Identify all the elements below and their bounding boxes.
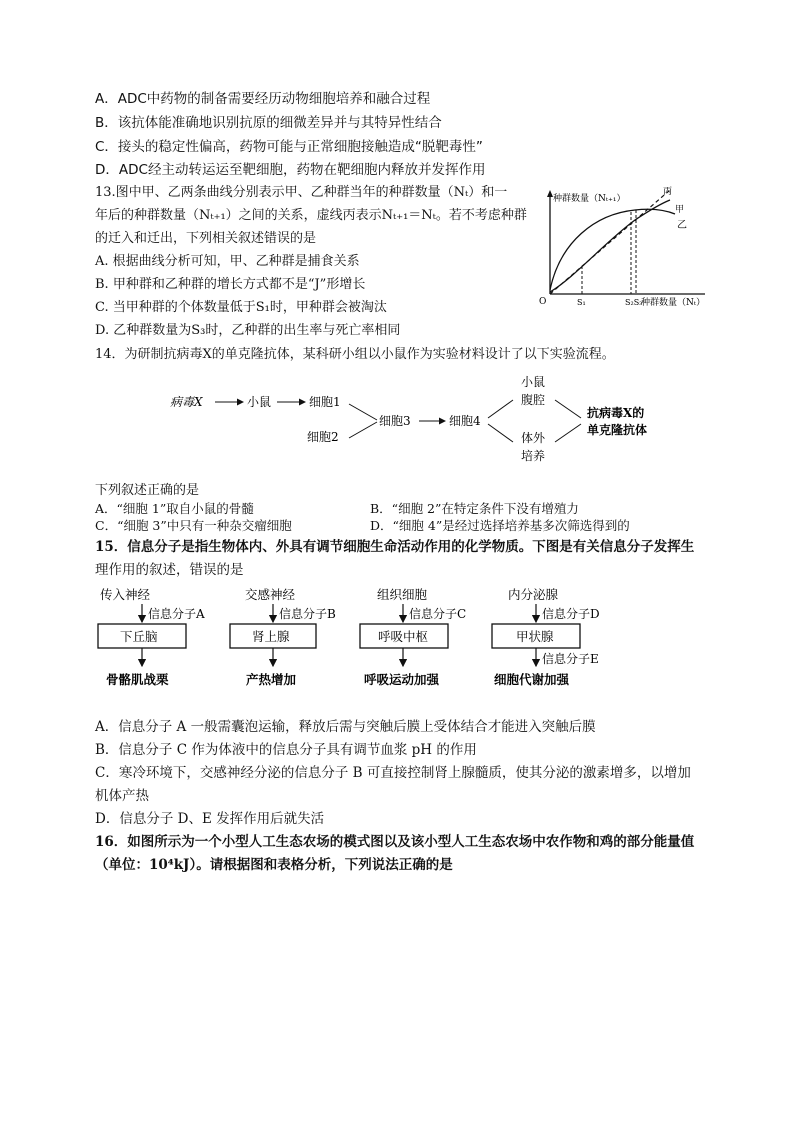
- flow-split-top: [488, 400, 513, 418]
- q13-option-d: D. 乙种群数量为S₃时，乙种群的出生率与死亡率相同: [95, 323, 401, 338]
- flow-merge-top: [349, 404, 377, 420]
- flow-join-bottom: [555, 424, 581, 442]
- q12-option-d: D．ADC经主动转运运至靶细胞，药物在靶细胞内释放并发挥作用: [95, 162, 486, 178]
- source-b: 交感神经: [245, 587, 296, 602]
- flow-result-1: 抗病毒X的: [587, 406, 645, 420]
- signal-b: 信息分子B: [279, 607, 336, 621]
- q14-option-a: A．“细胞 1”取自小鼠的骨髓: [95, 501, 254, 516]
- flow-cell1: 细胞1: [309, 395, 341, 409]
- q15-option-b: B．信息分子 C 作为体液中的信息分子具有调节血浆 pH 的作用: [95, 742, 477, 758]
- flow-split-bottom: [488, 424, 513, 442]
- effect-c: 呼吸运动加强: [364, 672, 440, 687]
- signal-a: 信息分子A: [148, 607, 205, 621]
- flow-virus: 病毒X: [170, 395, 203, 409]
- signal-e: 信息分子E: [542, 652, 599, 666]
- q15-option-a: A．信息分子 A 一般需囊泡运输，释放后需与突触后膜上受体结合才能进入突触后膜: [95, 719, 596, 735]
- q16-stem-line2: （单位：10⁴kJ）。请根据图和表格分析，下列说法正确的是: [95, 857, 453, 873]
- q14-prompt: 下列叙述正确的是: [95, 483, 200, 498]
- x-axis-label: 种群数量（Nₜ）: [641, 298, 706, 308]
- q15-option-d: D．信息分子 D、E 发挥作用后就失活: [95, 811, 325, 827]
- source-c: 组织细胞: [377, 587, 428, 602]
- curve-yi: [550, 200, 670, 292]
- flow-cell3: 细胞3: [379, 414, 411, 428]
- effect-d: 细胞代谢加强: [494, 672, 570, 687]
- flow-cell2: 细胞2: [307, 430, 339, 444]
- flow-mouse-cavity-1: 小鼠: [521, 375, 546, 389]
- q13-population-graph: [535, 182, 715, 310]
- q14-option-d: D．“细胞 4”是经过选择培养基多次筛选得到的: [370, 518, 630, 533]
- organ-c: 呼吸中枢: [378, 629, 429, 644]
- source-a: 传入神经: [100, 587, 151, 602]
- q14-flow-diagram: [165, 370, 685, 480]
- flow-merge-bottom: [349, 422, 377, 438]
- q15-option-c-line1: C．寒冷环境下，交感神经分泌的信息分子 B 可直接控制肾上腺髓质，使其分泌的激素增多，以增加: [95, 765, 691, 781]
- flow-mouse: 小鼠: [247, 395, 272, 409]
- q14-stem: 14．为研制抗病毒X的单克隆抗体，某科研小组以小鼠作为实验材料设计了以下实验流程。: [95, 347, 615, 362]
- organ-b: 肾上腺: [252, 629, 290, 644]
- q13-stem-line1: 13.图中甲、乙两条曲线分别表示甲、乙种群当年的种群数量（Nₜ）和一: [95, 185, 508, 200]
- flow-in-vitro-2: 培养: [521, 449, 546, 463]
- q13-option-c: C. 当甲种群的个体数量低于S₁时，甲种群会被淘汰: [95, 300, 387, 315]
- organ-a: 下丘脑: [120, 629, 158, 644]
- label-jia: 甲: [675, 205, 685, 215]
- s1-label: S₁: [577, 298, 586, 307]
- q13-stem-line3: 的迁入和迁出，下列相关叙述错误的是: [95, 231, 317, 246]
- q14-option-b: B．“细胞 2”在特定条件下没有增殖力: [370, 501, 579, 516]
- flow-mouse-cavity-2: 腹腔: [521, 393, 546, 407]
- q15-signal-diagram: [90, 584, 650, 694]
- label-bing: 丙: [663, 187, 673, 197]
- q12-option-b: B．该抗体能准确地识别抗原的细微差异并与其特异性结合: [95, 115, 442, 131]
- label-yi: 乙: [677, 220, 687, 231]
- flow-in-vitro-1: 体外: [521, 431, 546, 445]
- signal-d: 信息分子D: [542, 607, 600, 621]
- flow-join-top: [555, 400, 581, 418]
- flow-result-2: 单克隆抗体: [587, 423, 648, 437]
- q13-stem-line2: 年后的种群数量（Nₜ₊₁）之间的关系，虚线丙表示Nₜ₊₁＝Nₜ。若不考虑种群: [95, 208, 527, 223]
- effect-b: 产热增加: [246, 672, 297, 687]
- q12-option-a: A．ADC中药物的制备需要经历动物细胞培养和融合过程: [95, 91, 431, 107]
- s2s3-label: S₂S₃: [625, 298, 643, 307]
- q16-stem-line1: 16．如图所示为一个小型人工生态农场的模式图以及该小型人工生态农场中农作物和鸡的部分能量值: [95, 834, 695, 850]
- q13-option-b: B. 甲种群和乙种群的增长方式都不是“J”形增长: [95, 277, 366, 292]
- effect-a: 骨骼肌战栗: [106, 672, 169, 687]
- q15-option-c-line2: 机体产热: [95, 788, 149, 804]
- flow-cell4: 细胞4: [449, 414, 481, 428]
- source-d: 内分泌腺: [508, 587, 559, 602]
- q15-stem-line1: 15．信息分子是指生物体内、外具有调节细胞生命活动作用的化学物质。下图是有关信息分子发挥生: [95, 539, 695, 555]
- q14-option-c: C．“细胞 3”中只有一种杂交瘤细胞: [95, 518, 292, 533]
- organ-d: 甲状腺: [516, 629, 554, 644]
- signal-c: 信息分子C: [409, 607, 467, 621]
- origin-label: O: [539, 297, 547, 307]
- q12-option-c: C．接头的稳定性偏高，药物可能与正常细胞接触造成“脱靶毒性”: [95, 139, 483, 155]
- y-axis-label: 种群数量（Nₜ₊₁）: [553, 194, 626, 204]
- q15-stem-line2: 理作用的叙述，错误的是: [95, 562, 244, 578]
- q13-option-a: A. 根据曲线分析可知，甲、乙种群是捕食关系: [95, 254, 360, 269]
